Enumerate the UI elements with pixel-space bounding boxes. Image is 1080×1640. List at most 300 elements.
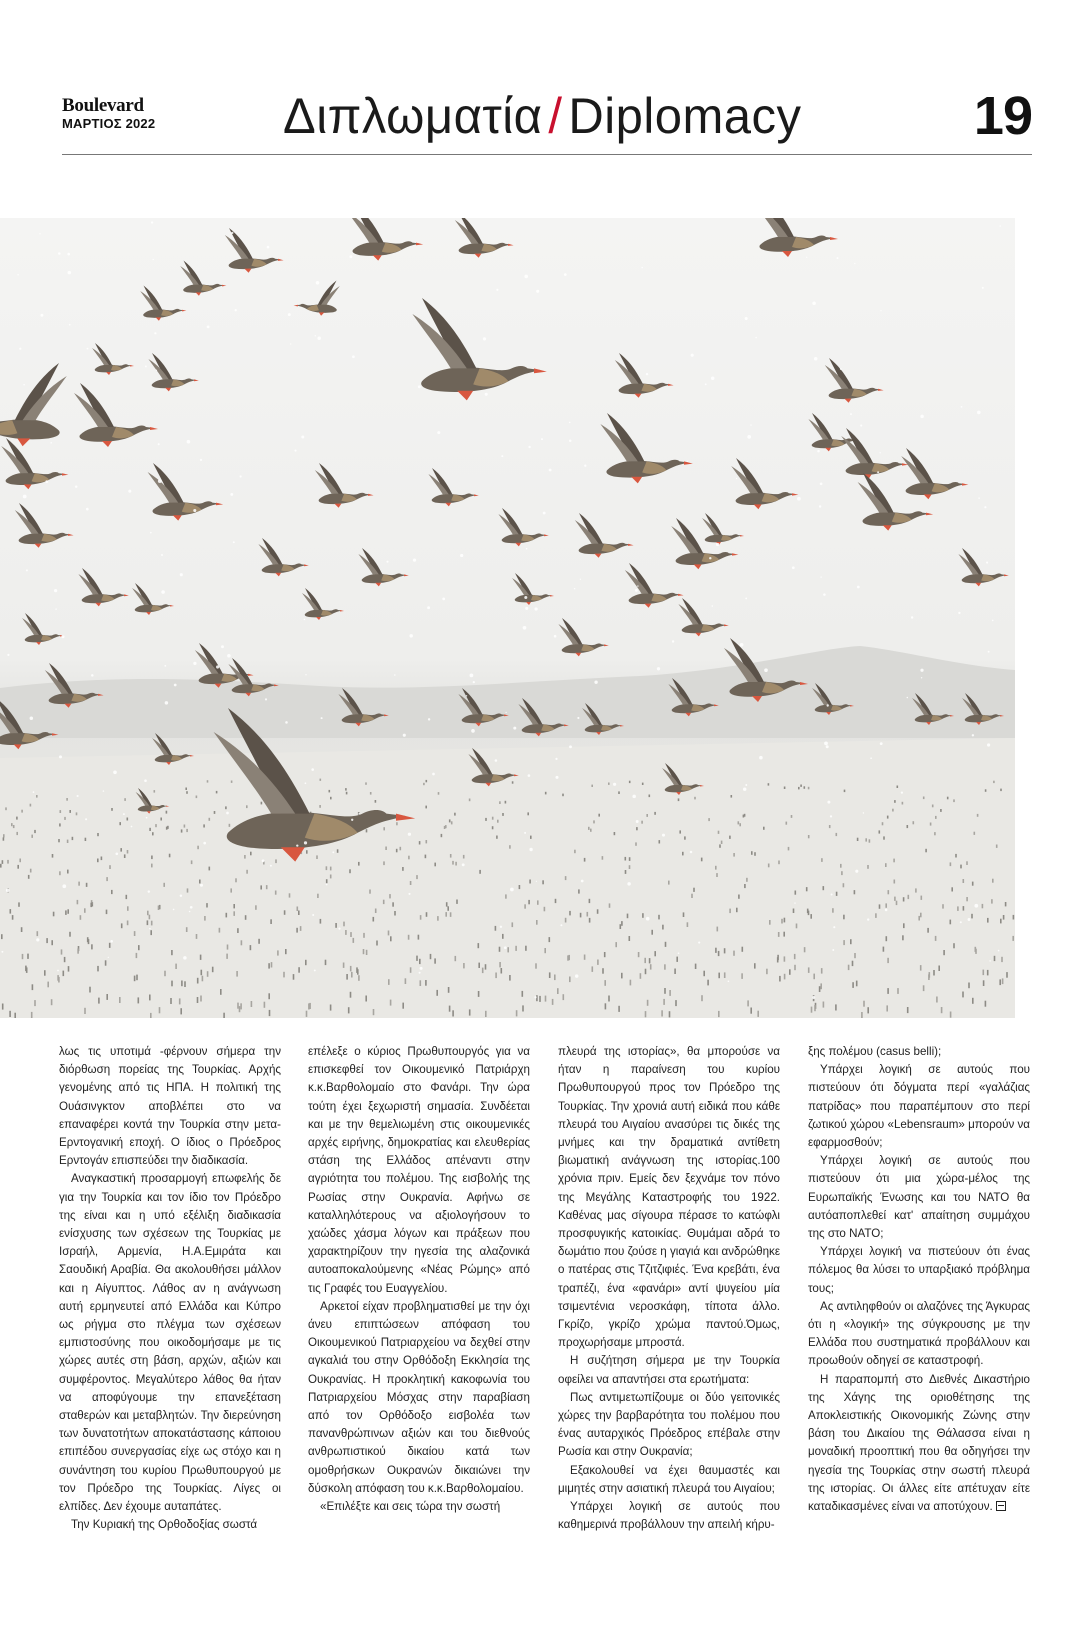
stubble-mark — [522, 991, 524, 997]
snowflake — [860, 425, 862, 427]
snowflake — [316, 281, 320, 285]
stubble-mark — [17, 865, 19, 869]
stubble-mark — [78, 882, 80, 886]
stubble-mark — [669, 990, 671, 996]
stubble-mark — [231, 781, 233, 783]
snowflake — [824, 742, 828, 746]
snowflake — [826, 745, 829, 748]
stubble-mark — [317, 894, 319, 898]
stubble-mark — [943, 950, 945, 955]
stubble-mark — [645, 1011, 647, 1017]
stubble-mark — [246, 805, 248, 808]
paragraph: Υπάρχει λογική σε αυτούς που πιστεύουν ότι μια χώρα-μέλος της Ευρωπαϊκής Ένωσης και του ΝΑΤΟ θα αυτόαποπλεθεί κατ' απαίτηση συμμάχου της στο ΝΑΤΟ; — [808, 1154, 1030, 1241]
snowflake — [555, 758, 557, 760]
stubble-mark — [869, 839, 871, 842]
stubble-mark — [349, 869, 351, 873]
paragraph: ξης πολέμου (casus belli); — [808, 1045, 942, 1058]
stubble-mark — [934, 832, 936, 835]
stubble-mark — [80, 915, 82, 920]
stubble-mark — [325, 960, 327, 965]
snowflake — [543, 512, 546, 515]
stubble-mark — [64, 957, 66, 962]
stubble-mark — [707, 980, 709, 986]
stubble-mark — [236, 971, 238, 977]
stubble-mark — [545, 996, 547, 1002]
snowflake — [352, 355, 355, 358]
stubble-mark — [608, 783, 610, 785]
stubble-mark — [119, 997, 121, 1003]
stubble-mark — [738, 895, 740, 899]
stubble-mark — [529, 880, 531, 884]
snowflake — [569, 745, 572, 748]
snowflake — [19, 348, 21, 350]
snowflake — [885, 909, 888, 912]
stubble-mark — [925, 849, 927, 853]
snowflake — [794, 902, 795, 903]
snowflake — [62, 884, 66, 888]
stubble-mark — [615, 942, 617, 947]
stubble-mark — [627, 914, 629, 919]
stubble-mark — [1002, 978, 1004, 984]
snowflake — [50, 442, 52, 444]
stubble-mark — [754, 963, 756, 968]
snowflake — [863, 812, 864, 813]
stubble-mark — [844, 790, 846, 793]
stubble-mark — [271, 962, 273, 967]
stubble-mark — [999, 979, 1001, 985]
stubble-mark — [935, 816, 937, 819]
snowflake — [698, 942, 700, 944]
snowflake — [580, 579, 581, 580]
stubble-mark — [993, 781, 995, 783]
snowflake — [745, 317, 748, 320]
stubble-mark — [52, 854, 54, 858]
stubble-mark — [456, 900, 458, 904]
stubble-mark — [1, 934, 3, 939]
stubble-mark — [53, 912, 55, 917]
section-title-greek: Διπλωματία — [283, 88, 543, 144]
geese-photo — [0, 218, 1015, 1018]
snowflake — [123, 813, 125, 815]
stubble-mark — [502, 813, 504, 816]
snowflake — [156, 370, 157, 371]
stubble-mark — [438, 792, 440, 795]
snowflake — [636, 820, 639, 823]
stubble-mark — [960, 865, 962, 869]
snowflake — [408, 893, 410, 895]
stubble-mark — [642, 783, 644, 785]
stubble-mark — [275, 891, 277, 895]
stubble-mark — [326, 879, 328, 883]
stubble-mark — [928, 974, 930, 980]
stubble-mark — [808, 967, 810, 973]
stubble-mark — [701, 995, 703, 1001]
paragraph: Εξακολουθεί να έχει θαυμαστές και μιμητές στην ασιατική πλευρά του Αιγαίου; — [558, 1463, 780, 1495]
stubble-mark — [987, 918, 989, 923]
stubble-mark — [894, 897, 896, 901]
stubble-mark — [127, 906, 129, 911]
stubble-mark — [535, 963, 537, 968]
stubble-mark — [794, 965, 796, 970]
stubble-mark — [87, 937, 89, 942]
stubble-mark — [512, 922, 514, 927]
stubble-mark — [58, 839, 60, 842]
stubble-mark — [857, 838, 859, 841]
stubble-mark — [227, 945, 229, 950]
stubble-mark — [505, 894, 507, 898]
stubble-mark — [902, 802, 904, 805]
stubble-mark — [319, 805, 321, 808]
snowflake — [534, 996, 536, 998]
snowflake — [149, 928, 151, 930]
stubble-mark — [804, 786, 806, 789]
snowflake — [304, 619, 306, 621]
stubble-mark — [832, 908, 834, 913]
stubble-mark — [646, 814, 648, 817]
stubble-mark — [154, 790, 156, 793]
snowflake — [968, 918, 971, 921]
stubble-mark — [478, 963, 480, 968]
snowflake — [152, 259, 153, 260]
stubble-mark — [563, 994, 565, 1000]
stubble-mark — [983, 970, 985, 976]
stubble-mark — [97, 833, 99, 836]
snowflake — [128, 490, 131, 493]
section-title-english: Diplomacy — [568, 88, 802, 144]
stubble-mark — [918, 916, 920, 921]
stubble-mark — [593, 820, 595, 823]
stubble-mark — [394, 911, 396, 916]
stubble-mark — [402, 867, 404, 871]
stubble-mark — [779, 976, 781, 982]
snowflake — [432, 773, 435, 776]
snowflake — [814, 357, 818, 361]
snowflake — [193, 509, 196, 512]
stubble-mark — [915, 888, 917, 892]
snowflake — [190, 906, 193, 909]
stubble-mark — [638, 952, 640, 957]
stubble-mark — [159, 1007, 161, 1013]
stubble-mark — [175, 964, 177, 969]
snowflake — [989, 960, 991, 962]
stubble-mark — [530, 836, 532, 839]
stubble-mark — [996, 845, 998, 848]
snowflake — [504, 946, 507, 949]
stubble-mark — [233, 911, 235, 916]
stubble-mark — [16, 817, 18, 820]
stubble-mark — [950, 862, 952, 866]
snowflake — [437, 431, 440, 434]
stubble-mark — [203, 824, 205, 827]
stubble-mark — [121, 923, 123, 928]
stubble-mark — [425, 980, 427, 986]
stubble-mark — [778, 861, 780, 865]
snowflake — [534, 607, 537, 610]
stubble-mark — [65, 910, 67, 915]
snowflake — [759, 756, 763, 760]
stubble-mark — [894, 800, 896, 803]
stubble-mark — [454, 813, 456, 816]
stubble-mark — [170, 998, 172, 1004]
stubble-mark — [908, 895, 910, 899]
stubble-mark — [569, 911, 571, 916]
stubble-mark — [930, 823, 932, 826]
stubble-mark — [98, 998, 100, 1004]
stubble-mark — [694, 797, 696, 800]
snowflake — [687, 461, 688, 462]
snowflake — [150, 532, 152, 534]
stubble-mark — [179, 998, 181, 1004]
stubble-mark — [149, 828, 151, 831]
stubble-mark — [687, 922, 689, 927]
stubble-mark — [197, 846, 199, 850]
stubble-mark — [326, 866, 328, 870]
snowflake — [33, 791, 35, 793]
stubble-mark — [216, 791, 218, 794]
stubble-mark — [499, 801, 501, 804]
stubble-mark — [13, 825, 15, 828]
stubble-mark — [19, 859, 21, 863]
stubble-mark — [3, 834, 5, 837]
stubble-mark — [434, 863, 436, 867]
stubble-mark — [219, 928, 221, 933]
stubble-mark — [972, 998, 974, 1004]
snowflake — [216, 665, 219, 668]
snowflake — [288, 313, 291, 316]
stubble-mark — [861, 1012, 863, 1018]
snowflake — [231, 232, 233, 234]
stubble-mark — [101, 857, 103, 861]
stubble-mark — [522, 1005, 524, 1011]
stubble-mark — [875, 913, 877, 918]
stubble-mark — [111, 808, 113, 811]
stubble-mark — [284, 910, 286, 915]
article-column-1 — [59, 1043, 281, 1534]
stubble-mark — [127, 850, 129, 854]
snowflake — [827, 704, 829, 706]
stubble-mark — [629, 865, 631, 869]
snowflake — [290, 343, 291, 344]
stubble-mark — [57, 975, 59, 981]
snowflake — [108, 957, 109, 958]
stubble-mark — [402, 1003, 404, 1009]
stubble-mark — [373, 917, 375, 922]
stubble-mark — [684, 836, 686, 839]
stubble-mark — [598, 814, 600, 817]
snowflake — [68, 271, 72, 275]
stubble-mark — [283, 972, 285, 978]
stubble-mark — [885, 903, 887, 907]
stubble-mark — [893, 859, 895, 863]
stubble-mark — [455, 862, 457, 866]
snowflake — [613, 783, 616, 786]
stubble-mark — [120, 848, 122, 852]
stubble-mark — [1000, 789, 1002, 792]
stubble-mark — [376, 941, 378, 946]
stubble-mark — [306, 1011, 308, 1017]
stubble-mark — [220, 989, 222, 995]
snowflake — [200, 884, 203, 887]
stubble-mark — [209, 867, 211, 871]
stubble-mark — [580, 913, 582, 918]
stubble-mark — [829, 825, 831, 828]
snowflake — [45, 480, 48, 483]
stubble-mark — [416, 956, 418, 961]
stubble-mark — [320, 919, 322, 924]
stubble-mark — [127, 818, 129, 821]
stubble-mark — [419, 959, 421, 964]
snowflake — [235, 309, 237, 311]
stubble-mark — [330, 1005, 332, 1011]
snowflake — [110, 940, 113, 943]
stubble-mark — [896, 901, 898, 905]
stubble-mark — [784, 956, 786, 961]
section-title — [283, 86, 801, 146]
stubble-mark — [119, 822, 121, 825]
stubble-mark — [370, 792, 372, 795]
stubble-mark — [226, 954, 228, 959]
stubble-mark — [136, 975, 138, 981]
stubble-mark — [450, 854, 452, 858]
snowflake — [501, 455, 503, 457]
stubble-mark — [209, 818, 211, 821]
stubble-mark — [887, 988, 889, 994]
snowflake — [646, 373, 648, 375]
stubble-mark — [813, 974, 815, 980]
stubble-mark — [492, 817, 494, 820]
snowflake — [510, 888, 514, 892]
stubble-mark — [186, 927, 188, 932]
stubble-mark — [509, 845, 511, 849]
stubble-mark — [244, 855, 246, 859]
snowflake — [797, 497, 801, 501]
snowflake — [831, 894, 833, 896]
stubble-mark — [388, 931, 390, 936]
stubble-mark — [840, 864, 842, 868]
stubble-mark — [258, 939, 260, 944]
snowflake — [39, 233, 40, 234]
stubble-mark — [736, 908, 738, 913]
snowflake — [338, 928, 340, 930]
snowflake — [705, 383, 707, 385]
snowflake — [265, 698, 267, 700]
stubble-mark — [879, 830, 881, 833]
snowflake — [386, 561, 388, 563]
stubble-mark — [450, 912, 452, 917]
stubble-mark — [591, 785, 593, 787]
snowflake — [745, 597, 747, 599]
snowflake — [541, 438, 543, 440]
stubble-mark — [602, 856, 604, 860]
stubble-mark — [469, 799, 471, 802]
snowflake — [36, 938, 39, 941]
stubble-mark — [149, 995, 151, 1001]
stubble-mark — [674, 969, 676, 975]
snowflake — [709, 557, 711, 559]
snowflake — [569, 440, 572, 443]
stubble-mark — [126, 895, 128, 899]
snowflake — [227, 654, 231, 658]
stubble-mark — [447, 906, 449, 911]
stubble-mark — [807, 909, 809, 914]
snowflake — [77, 795, 79, 797]
stubble-mark — [67, 840, 69, 843]
stubble-mark — [358, 862, 360, 866]
stubble-mark — [798, 787, 800, 790]
stubble-mark — [434, 958, 436, 963]
paragraph-text: Η παραπομπή στο Διεθνές Δικαστήριο της Χάγης της οριοθέτησης της Αποκλειστικής Οικονομικής Ζώνης στην βάση του Δικαίου της Θάλασσα είναι η μοναδική προοπτική που θα οδηγήσει την ηγεσία της Τουρκίας στην σωστή πλευρά της ιστορίας. Οι άλλες είτε απέτυχαν είτε καταδικασμένες είναι να αποτύχουν. — [808, 1372, 1030, 1514]
snowflake — [523, 626, 527, 630]
paragraph: λως τις υποτιμά -φέρνουν σήμερα την διόρθωση πορείας της Τουρκίας. Αρχής γενομένης από τις ΗΠΑ. Η πολιτική της Ουάσινγκτον αποβλέπει στο να επαναφέρει κοντά την Τουρκία στην μετα-Ερντογανική εποχή. Ο ίδιος ο Πρόεδρος Ερντογάν επισπεύδει την διαδικασία. — [59, 1045, 281, 1168]
stubble-mark — [77, 949, 79, 954]
stubble-mark — [358, 975, 360, 981]
stubble-mark — [754, 852, 756, 856]
snowflake — [525, 607, 528, 610]
stubble-mark — [796, 924, 798, 929]
snowflake — [984, 506, 986, 508]
stubble-mark — [641, 821, 643, 824]
stubble-mark — [718, 951, 720, 956]
stubble-mark — [463, 855, 465, 859]
stubble-mark — [750, 1008, 752, 1014]
stubble-mark — [820, 983, 822, 989]
stubble-mark — [854, 890, 856, 894]
stubble-mark — [994, 956, 996, 961]
stubble-mark — [882, 822, 884, 825]
snowflake — [164, 665, 166, 667]
stubble-mark — [505, 801, 507, 804]
snowflake — [575, 974, 578, 977]
stubble-mark — [668, 881, 670, 885]
stubble-mark — [390, 1000, 392, 1006]
stubble-mark — [651, 930, 653, 935]
stubble-mark — [507, 947, 509, 952]
stubble-mark — [67, 870, 69, 874]
stubble-mark — [181, 981, 183, 987]
stubble-mark — [306, 850, 308, 854]
stubble-mark — [214, 811, 216, 814]
snowflake — [55, 608, 56, 609]
stubble-mark — [751, 851, 753, 855]
stubble-mark — [629, 857, 631, 861]
stubble-mark — [663, 999, 665, 1005]
stubble-mark — [197, 978, 199, 984]
snowflake — [180, 895, 182, 897]
stubble-mark — [329, 790, 331, 793]
stubble-mark — [105, 960, 107, 965]
stubble-mark — [199, 880, 201, 884]
snowflake — [988, 651, 990, 653]
stubble-mark — [903, 897, 905, 901]
snowflake — [867, 918, 869, 920]
stubble-mark — [729, 909, 731, 914]
stubble-mark — [1000, 919, 1002, 924]
stubble-mark — [495, 973, 497, 979]
snowflake — [332, 851, 334, 853]
snowflake — [974, 904, 978, 908]
stubble-mark — [549, 937, 551, 942]
stubble-mark — [808, 835, 810, 838]
stubble-mark — [920, 913, 922, 918]
stubble-mark — [746, 878, 748, 882]
snowflake — [960, 921, 962, 923]
stubble-mark — [528, 900, 530, 904]
stubble-mark — [437, 916, 439, 921]
snowflake — [827, 801, 830, 804]
snowflake — [745, 784, 747, 786]
stubble-mark — [225, 806, 227, 809]
article-column-4 — [808, 1043, 1030, 1516]
